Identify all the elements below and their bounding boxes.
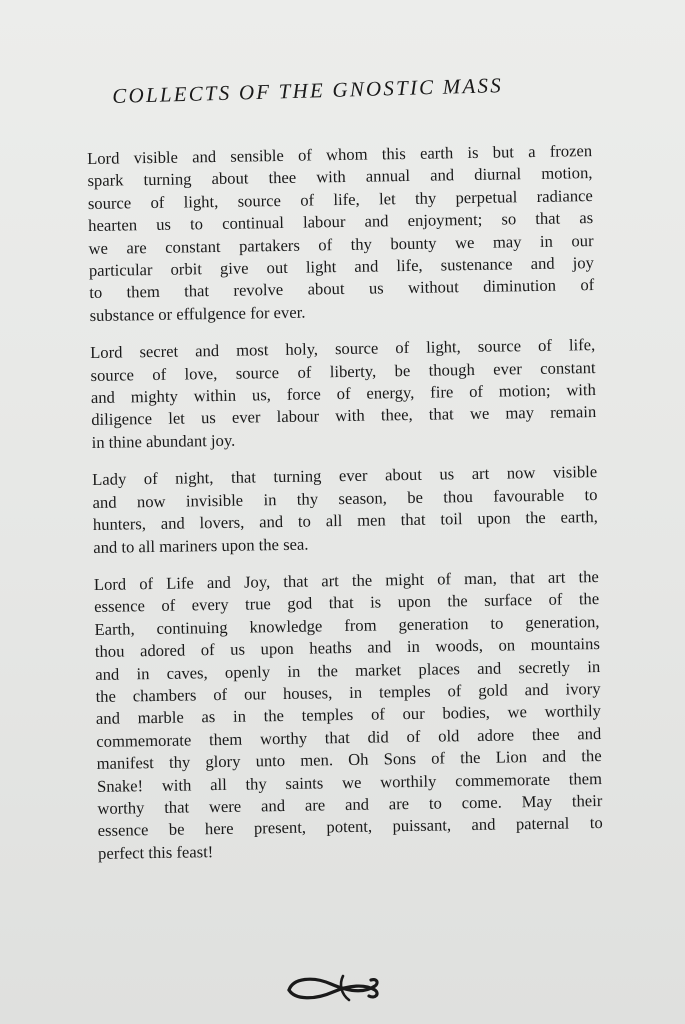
text-line: and to all mariners upon the sea. xyxy=(93,534,309,557)
text-line: and in caves, openly in the market places and secretly in xyxy=(95,656,601,684)
text-line: Earth, continuing knowledge from generation to generation, xyxy=(94,611,600,639)
text-line: and marble as in the temples of our bodies, we worthily xyxy=(95,701,602,729)
text-line: Lady of night, that turning ever about us art now visible xyxy=(92,462,598,490)
collect-saints xyxy=(94,566,604,865)
collect-moon xyxy=(92,461,598,559)
text-line: Lord secret and most holy, source of light, source of life, xyxy=(90,335,596,363)
text-line: essence of every true god that is upon the surface of the xyxy=(94,589,600,617)
text-line: to them that revolve about us without diminution of xyxy=(89,275,595,303)
text-line: in thine abundant joy. xyxy=(91,430,236,452)
text-line: and mighty within us, force of energy, fire of motion; with xyxy=(90,380,597,408)
text-line: spark turning about thee with annual and diurnal motion, xyxy=(87,163,593,191)
text-line: substance or effulgence for ever. xyxy=(89,302,306,325)
page-title: COLLECTS OF THE GNOSTIC MASS xyxy=(112,73,504,108)
text-line: particular orbit give out light and life, sustenance and joy xyxy=(88,253,595,281)
text-line: Lord of Life and Joy, that art the might of man, that art the xyxy=(93,566,599,594)
collect-lord xyxy=(90,334,597,454)
text-line: worthy that were and are and are to come. May their xyxy=(97,790,603,818)
text-line: perfect this feast! xyxy=(97,841,214,863)
text-line: we are constant partakers of thy bounty we may in our xyxy=(88,230,594,258)
text-line: commemorate them worthy that did of old adore thee and xyxy=(96,723,602,751)
scroll-ornament-icon xyxy=(283,968,383,1008)
text-line: thou adored of us upon heaths and in woods, on mountains xyxy=(94,634,600,662)
text-line: and now invisible in thy season, be thou favourable to xyxy=(92,484,598,512)
text-line: manifest thy glory unto men. Oh Sons of the Lion and the xyxy=(96,746,602,774)
text-line: the chambers of our houses, in temples of gold and ivory xyxy=(95,678,601,706)
text-line: essence be here present, potent, puissant, and paternal to xyxy=(97,813,603,841)
text-line: Snake! with all thy saints we worthily commemorate them xyxy=(96,768,603,796)
text-line: hearten us to continual labour and enjoyment; so that as xyxy=(88,208,594,236)
collects-text xyxy=(87,140,603,880)
text-line: source of light, source of life, let thy perpetual radiance xyxy=(87,185,593,213)
text-line: source of love, source of liberty, be though ever constant xyxy=(90,357,596,385)
text-line: diligence let us ever labour with thee, that we may remain xyxy=(91,402,597,430)
text-line: Lord visible and sensible of whom this earth is but a frozen xyxy=(87,141,593,168)
text-line: hunters, and lovers, and to all men that toil upon the earth, xyxy=(92,507,599,535)
collect-sun xyxy=(87,140,595,327)
